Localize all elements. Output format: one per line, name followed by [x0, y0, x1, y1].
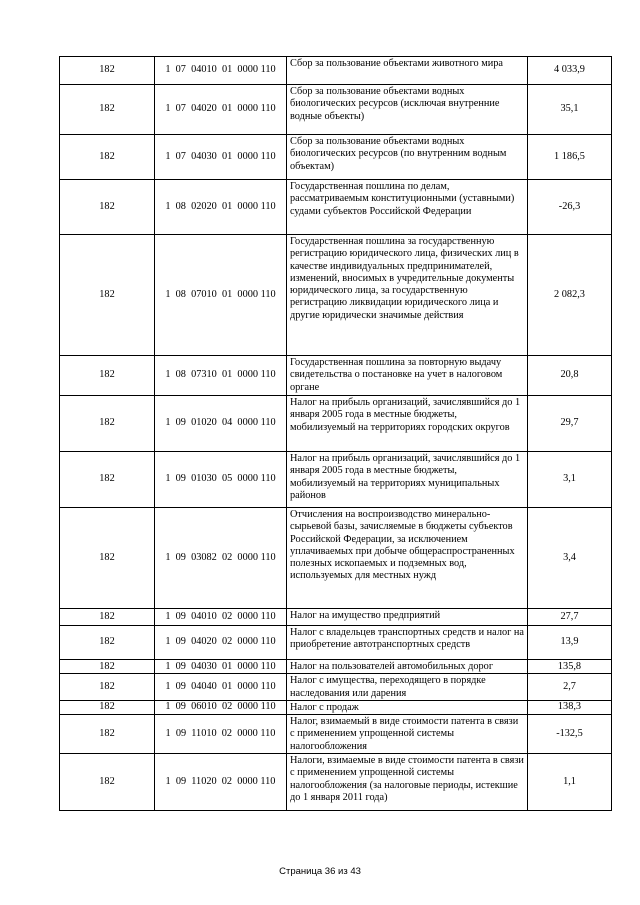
revenue-name-cell: Налог на прибыль организаций, зачислявшийся до 1 января 2005 года в местные бюджеты, мобилизуемый на территориях городских округов [287, 396, 528, 452]
admin-code-cell: 182 [60, 57, 155, 85]
amount-cell: 35,1 [528, 85, 612, 135]
table-row [60, 754, 612, 811]
revenue-name-cell: Сбор за пользование объектами водных биологических ресурсов (по внутренним водным объектам) [287, 135, 528, 180]
table-row [60, 715, 612, 754]
revenue-name-cell: Налог с владельцев транспортных средств и налог на приобретение автотранспортных средств [287, 626, 528, 660]
table-row [60, 57, 612, 85]
amount-cell: 3,4 [528, 508, 612, 609]
amount-cell: 29,7 [528, 396, 612, 452]
revenue-name-cell: Государственная пошлина за государственную регистрацию юридического лица, физических лиц в качестве индивидуальных предпринимателей, изменений, вносимых в учредительные документы юридического лица, за государственную регистрацию ликвидации юридического лица и другие юридически значимые действия [287, 235, 528, 356]
budget-code-cell: 1 08 02020 01 0000 110 [155, 180, 287, 235]
amount-cell: 2 082,3 [528, 235, 612, 356]
revenue-name-cell: Государственная пошлина за повторную выдачу свидетельства о постановке на учет в налоговом органе [287, 356, 528, 396]
admin-code-cell: 182 [60, 674, 155, 701]
budget-code-cell: 1 09 06010 02 0000 110 [155, 700, 287, 714]
admin-code-cell: 182 [60, 452, 155, 508]
revenue-name-cell: Государственная пошлина по делам, рассматриваемым конституционными (уставными) судами субъектов Российской Федерации [287, 180, 528, 235]
table-row [60, 180, 612, 235]
amount-cell: -26,3 [528, 180, 612, 235]
admin-code-cell: 182 [60, 180, 155, 235]
admin-code-cell: 182 [60, 135, 155, 180]
table-row [60, 700, 612, 714]
amount-cell: 13,9 [528, 626, 612, 660]
budget-code-cell: 1 07 04030 01 0000 110 [155, 135, 287, 180]
budget-code-cell: 1 09 11010 02 0000 110 [155, 715, 287, 754]
admin-code-cell: 182 [60, 396, 155, 452]
amount-cell: 2,7 [528, 674, 612, 701]
amount-cell: 3,1 [528, 452, 612, 508]
revenue-name-cell: Налоги, взимаемые в виде стоимости патента в связи с применением упрощенной системы налогообложения (за налоговые периоды, истекшие до 1 января 2011 года) [287, 754, 528, 811]
budget-code-cell: 1 09 01030 05 0000 110 [155, 452, 287, 508]
table-row [60, 235, 612, 356]
admin-code-cell: 182 [60, 235, 155, 356]
admin-code-cell: 182 [60, 609, 155, 626]
revenue-name-cell: Налог на пользователей автомобильных дорог [287, 660, 528, 674]
admin-code-cell: 182 [60, 508, 155, 609]
amount-cell: -132,5 [528, 715, 612, 754]
admin-code-cell: 182 [60, 356, 155, 396]
table-row [60, 660, 612, 674]
revenue-name-cell: Сбор за пользование объектами водных биологических ресурсов (исключая внутренние водные объекты) [287, 85, 528, 135]
table-row [60, 396, 612, 452]
amount-cell: 1 186,5 [528, 135, 612, 180]
table-row [60, 609, 612, 626]
budget-code-cell: 1 09 01020 04 0000 110 [155, 396, 287, 452]
page-number: Страница 36 из 43 [279, 866, 361, 877]
budget-code-cell: 1 09 04030 01 0000 110 [155, 660, 287, 674]
revenue-name-cell: Налог с продаж [287, 700, 528, 714]
budget-code-cell: 1 09 04040 01 0000 110 [155, 674, 287, 701]
amount-cell: 135,8 [528, 660, 612, 674]
table-row [60, 626, 612, 660]
amount-cell: 138,3 [528, 700, 612, 714]
budget-code-cell: 1 09 04010 02 0000 110 [155, 609, 287, 626]
amount-cell: 20,8 [528, 356, 612, 396]
revenue-name-cell: Отчисления на воспроизводство минерально-сырьевой базы, зачисляемые в бюджеты субъектов Российской Федерации, за исключением уплачиваемых при добыче общераспространенных полезных ископаемых и подземных вод, используемых для местных нужд [287, 508, 528, 609]
revenue-table [59, 56, 612, 811]
budget-code-cell: 1 09 11020 02 0000 110 [155, 754, 287, 811]
amount-cell: 4 033,9 [528, 57, 612, 85]
table-row [60, 85, 612, 135]
table-row [60, 135, 612, 180]
revenue-name-cell: Налог, взимаемый в виде стоимости патента в связи с применением упрощенной системы налогообложения [287, 715, 528, 754]
revenue-name-cell: Сбор за пользование объектами животного мира [287, 57, 528, 85]
admin-code-cell: 182 [60, 754, 155, 811]
admin-code-cell: 182 [60, 660, 155, 674]
revenue-name-cell: Налог с имущества, переходящего в порядке наследования или дарения [287, 674, 528, 701]
budget-code-cell: 1 09 03082 02 0000 110 [155, 508, 287, 609]
budget-code-cell: 1 07 04010 01 0000 110 [155, 57, 287, 85]
admin-code-cell: 182 [60, 700, 155, 714]
budget-code-cell: 1 09 04020 02 0000 110 [155, 626, 287, 660]
table-row [60, 508, 612, 609]
admin-code-cell: 182 [60, 85, 155, 135]
table-row [60, 674, 612, 701]
revenue-name-cell: Налог на имущество предприятий [287, 609, 528, 626]
admin-code-cell: 182 [60, 626, 155, 660]
amount-cell: 1,1 [528, 754, 612, 811]
revenue-name-cell: Налог на прибыль организаций, зачислявшийся до 1 января 2005 года в местные бюджеты, мобилизуемый на территориях муниципальных районов [287, 452, 528, 508]
table-row [60, 356, 612, 396]
amount-cell: 27,7 [528, 609, 612, 626]
table-body [60, 57, 612, 811]
budget-code-cell: 1 08 07010 01 0000 110 [155, 235, 287, 356]
budget-code-cell: 1 08 07310 01 0000 110 [155, 356, 287, 396]
table-row [60, 452, 612, 508]
admin-code-cell: 182 [60, 715, 155, 754]
budget-code-cell: 1 07 04020 01 0000 110 [155, 85, 287, 135]
